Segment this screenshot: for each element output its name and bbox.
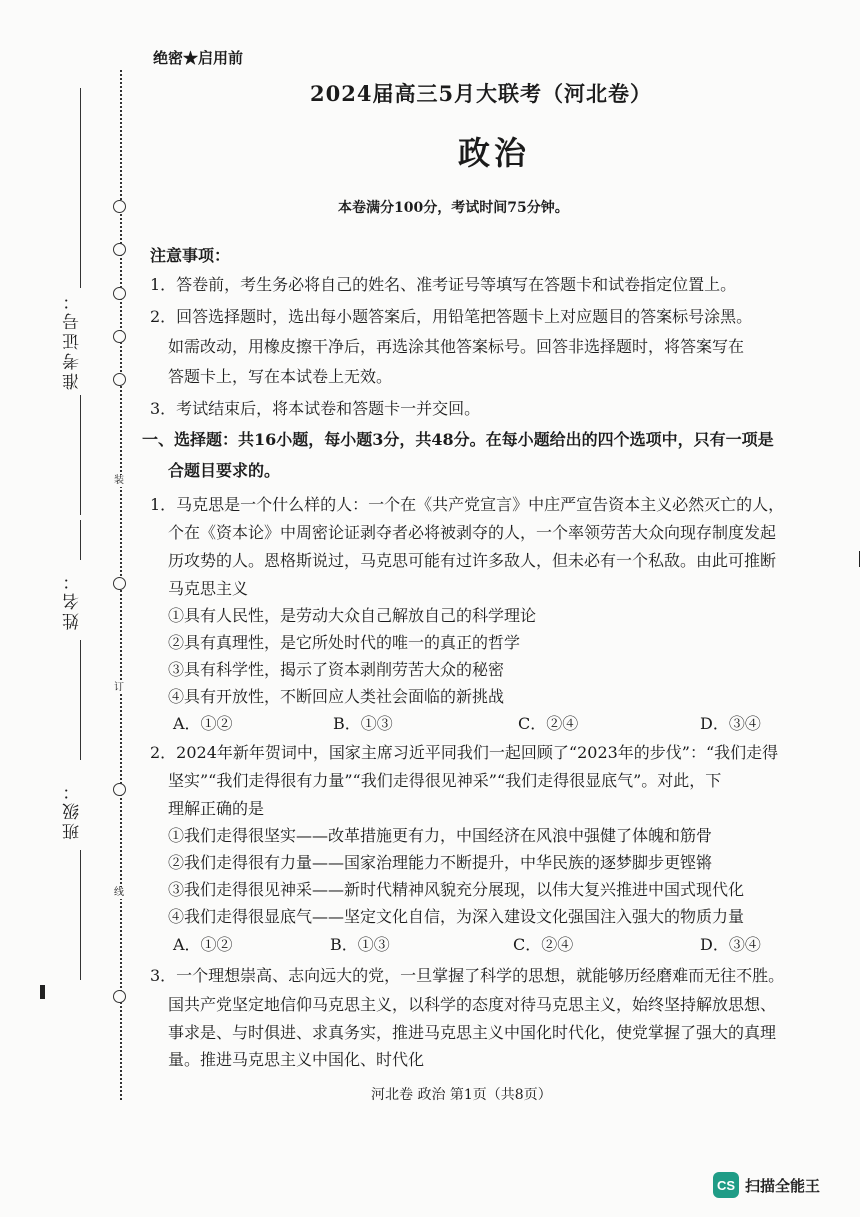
q2-stem: 理解正确的是: [168, 799, 265, 818]
q3-stem: 量。推进马克思主义中国化、时代化: [168, 1050, 425, 1069]
binding-hole: [113, 200, 126, 213]
binding-hole: [113, 990, 126, 1003]
q2-option-c: C．②④: [513, 935, 574, 954]
q1-option-c: C．②④: [518, 714, 579, 733]
q3-stem: 事求是、与时俱进、求真务实，推进马克思主义中国化时代化，使党掌握了强大的真理: [168, 1023, 777, 1042]
q1-stem: 个在《资本论》中周密论证剥夺者必将被剥夺的人，一个率领劳苦大众向现存制度发起: [168, 523, 777, 542]
binding-hole: [113, 577, 126, 590]
q1-option-b: B．①③: [333, 714, 393, 733]
notes-title: 注意事项：: [150, 246, 231, 265]
note-item: 2．回答选择题时，选出每小题答案后，用铅笔把答题卡上对应题目的答案标号涂黑。: [150, 307, 753, 326]
q1-statement: ①具有人民性，是劳动大众自己解放自己的科学理论: [168, 606, 537, 625]
q2-statement: ③我们走得很见神采——新时代精神风貌充分展现，以伟大复兴推进中国式现代化: [168, 880, 745, 899]
q1-stem: 马克思主义: [168, 579, 249, 598]
exam-id-label: 准考证号：: [63, 290, 83, 390]
q2-statement: ④我们走得很显底气——坚定文化自信，为深入建设文化强国注入强大的物质力量: [168, 907, 745, 926]
note-item: 答题卡上，写在本试卷上无效。: [168, 367, 393, 386]
q2-option-b: B．①③: [330, 935, 390, 954]
exam-id-rule: [80, 88, 81, 288]
subject-title: 政治: [458, 134, 531, 172]
exam-title: 2024届高三5月大联考（河北卷）: [310, 81, 653, 106]
q1-statement: ③具有科学性，揭示了资本剥削劳苦大众的秘密: [168, 660, 505, 679]
binding-char-xian: 线: [114, 887, 124, 898]
binding-char-ding: 订: [114, 682, 124, 693]
watermark-text: 扫描全能王: [745, 1176, 821, 1195]
camscanner-logo-icon: CS: [713, 1172, 739, 1198]
note-item: 如需改动，用橡皮擦干净后，再选涂其他答案标号。回答非选择题时，将答案写在: [168, 337, 745, 356]
binding-margin: [0, 0, 140, 1110]
q2-stem: 2．2024年新年贺词中，国家主席习近平同我们一起回顾了“2023年的步伐”：“我们走得: [150, 743, 779, 762]
q1-statement: ④具有开放性，不断回应人类社会面临的新挑战: [168, 687, 505, 706]
binding-hole: [113, 287, 126, 300]
binding-hole: [113, 330, 126, 343]
note-item: 3．考试结束后，将本试卷和答题卡一并交回。: [150, 399, 481, 418]
q1-option-a: A．①②: [173, 714, 233, 733]
q1-stem: 历攻势的人。恩格斯说过，马克思可能有过许多敌人，但未必有一个私敌。由此可推断: [168, 551, 777, 570]
name-rule: [80, 520, 81, 560]
binding-hole: [113, 373, 126, 386]
binding-char-zhuang: 装: [114, 475, 124, 486]
q1-option-d: D．③④: [700, 714, 761, 733]
q3-stem: 3．一个理想崇高、志向远大的党，一旦掌握了科学的思想，就能够历经磨难而无往不胜。: [150, 966, 785, 985]
secret-label: 绝密★启用前: [153, 49, 244, 67]
q2-statement: ①我们走得很坚实——改革措施更有力，中国经济在风浪中强健了体魄和筋骨: [168, 826, 713, 845]
q2-option-a: A．①②: [173, 935, 233, 954]
scanner-watermark: [713, 1172, 820, 1198]
class-rule: [80, 850, 81, 980]
q3-stem: 国共产党坚定地信仰马克思主义，以科学的态度对待马克思主义，始终坚持解放思想、: [168, 995, 777, 1014]
q2-statement: ②我们走得很有力量——国家治理能力不断提升，中华民族的逐梦脚步更铿锵: [168, 853, 713, 872]
score-note: 本卷满分100分，考试时间75分钟。: [338, 200, 569, 216]
page-footer: 河北卷 政治 第1页（共8页）: [371, 1087, 552, 1103]
scan-mark: [40, 985, 45, 999]
q1-statement: ②具有真理性，是它所处时代的唯一的真正的哲学: [168, 633, 521, 652]
binding-hole: [113, 243, 126, 256]
q2-option-d: D．③④: [700, 935, 761, 954]
note-item: 1．答卷前，考生务必将自己的姓名、准考证号等填写在答题卡和试卷指定位置上。: [150, 275, 737, 294]
name-label: 姓名：: [63, 570, 83, 630]
name-rule: [80, 640, 81, 760]
q1-stem: 1．马克思是一个什么样的人：一个在《共产党宣言》中庄严宣告资本主义必然灭亡的人，: [150, 495, 785, 514]
q2-stem: 坚实”“我们走得很有力量”“我们走得很见神采”“我们走得很显底气”。对此，下: [168, 771, 722, 790]
class-label: 班级：: [63, 780, 83, 840]
section-heading: 合题目要求的。: [168, 461, 281, 480]
binding-hole: [113, 783, 126, 796]
exam-id-rule: [80, 395, 81, 515]
section-heading: 一、选择题：共16小题，每小题3分，共48分。在每小题给出的四个选项中，只有一项是: [142, 430, 774, 449]
